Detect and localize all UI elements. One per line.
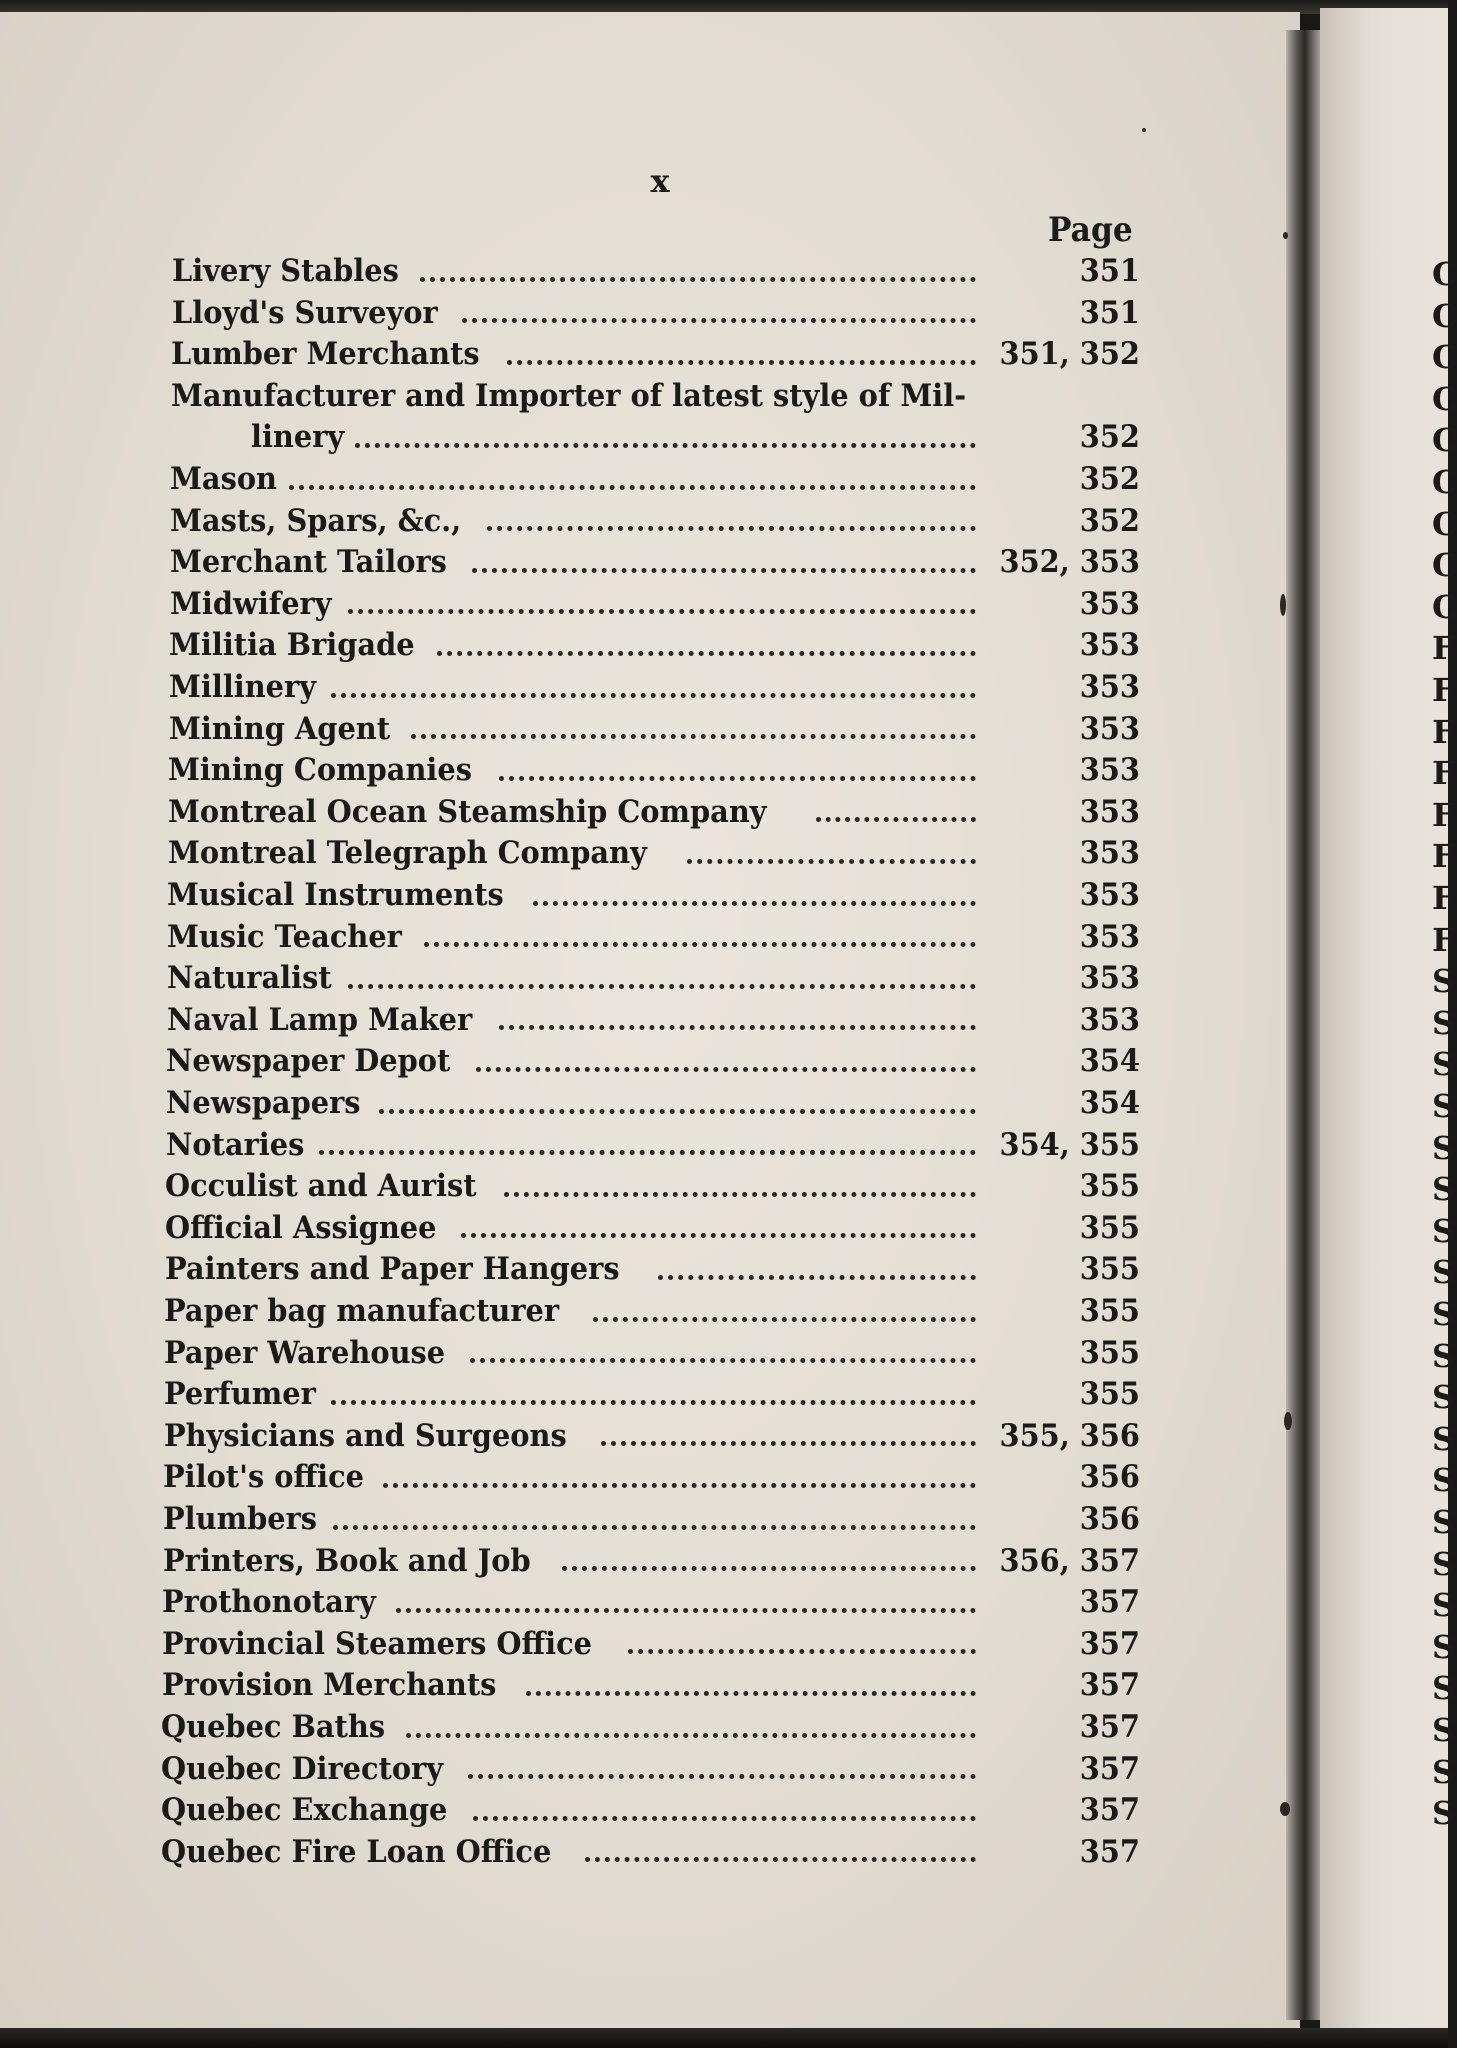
- index-entry: [165, 1248, 1140, 1290]
- facing-page-letter: C: [1432, 587, 1457, 626]
- facing-page-letter: C: [1432, 504, 1457, 543]
- entry-page-number: 355, 356: [999, 1417, 1140, 1454]
- index-entry: [167, 874, 1140, 916]
- facing-page-letter: S: [1432, 1752, 1456, 1791]
- entry-page-number: 354, 355: [999, 1126, 1140, 1163]
- entry-name: Painters and Paper Hangers: [165, 1251, 620, 1288]
- index-entry: [171, 333, 1140, 375]
- entry-page-number: 355: [1079, 1293, 1140, 1329]
- entry-page-number: 351: [1079, 294, 1140, 331]
- facing-page-letter: C: [1432, 379, 1457, 418]
- entry-page-number: 357: [1079, 1584, 1140, 1621]
- entry-page-number: 353: [1079, 877, 1140, 913]
- dot-leader: [526, 1691, 976, 1696]
- entry-name: Paper Warehouse: [164, 1334, 446, 1371]
- index-entry: [170, 458, 1140, 500]
- index-entry: [161, 1831, 1140, 1873]
- entry-name: Quebec Directory: [161, 1750, 444, 1787]
- dot-leader: [487, 526, 976, 531]
- scan-bottom-edge: [0, 2028, 1448, 2048]
- entry-name: Montreal Telegraph Company: [168, 835, 647, 872]
- entry-name: Livery Stables: [172, 253, 399, 289]
- dot-leader: [437, 651, 976, 656]
- dot-leader: [504, 1192, 976, 1197]
- facing-page-letter: F: [1432, 671, 1455, 709]
- facing-page-letter: S: [1432, 1627, 1456, 1666]
- facing-page-letter: F: [1432, 920, 1455, 959]
- dot-leader: [476, 1067, 976, 1072]
- facing-page-letter: C: [1432, 421, 1457, 460]
- facing-page-letter: S: [1432, 1669, 1456, 1708]
- facing-page-edge: [1320, 8, 1448, 2030]
- dot-leader: [331, 1400, 976, 1405]
- entry-name: Naturalist: [167, 960, 332, 997]
- entry-name: Plumbers: [163, 1501, 318, 1537]
- facing-page-letter: F: [1432, 754, 1455, 793]
- entry-name: Millinery: [169, 669, 316, 705]
- entry-name: Paper bag manufacturer: [164, 1293, 560, 1329]
- dot-leader: [533, 901, 976, 906]
- index-entry: [164, 1290, 1140, 1332]
- entry-name: Perfumer: [164, 1376, 316, 1413]
- facing-page-letter: S: [1432, 1711, 1456, 1749]
- index-entry: [163, 1456, 1140, 1498]
- index-entry: [161, 1789, 1140, 1831]
- facing-page-letter: S: [1432, 1378, 1456, 1417]
- dot-leader: [355, 443, 976, 448]
- facing-page-letter: S: [1432, 1170, 1456, 1209]
- entry-name: Provincial Steamers Office: [162, 1625, 593, 1662]
- entry-name: Militia Brigade: [169, 627, 415, 664]
- entry-page-number: 353: [1079, 793, 1140, 830]
- index-entry: [168, 749, 1140, 791]
- index-entry: [161, 1748, 1140, 1790]
- entry-page-number: 357: [1079, 1833, 1140, 1870]
- entry-page-number: 353: [1079, 710, 1140, 747]
- ink-speck: [1142, 128, 1146, 132]
- entry-name: Mason: [170, 461, 278, 497]
- dot-leader: [562, 1566, 976, 1571]
- dot-leader: [658, 1275, 976, 1280]
- dot-leader: [601, 1441, 976, 1446]
- ink-speck: [1284, 1412, 1292, 1430]
- index-entry: [162, 1581, 1140, 1623]
- index-entry: [168, 791, 1140, 833]
- facing-page-letter: C: [1432, 463, 1457, 501]
- entry-name: Lumber Merchants: [171, 336, 480, 373]
- index-entry: [170, 541, 1140, 583]
- index-entry: [162, 1623, 1140, 1665]
- entry-name: Occulist and Aurist: [165, 1168, 477, 1205]
- index-entry: [162, 1664, 1140, 1706]
- page-column-header: Page: [1048, 210, 1133, 250]
- entry-page-number: 354: [1079, 1085, 1140, 1121]
- entry-page-number: 353: [1079, 1001, 1140, 1038]
- page-number: x: [650, 162, 670, 200]
- entry-page-number: 352, 353: [999, 544, 1140, 581]
- index-entry: [169, 666, 1140, 708]
- index-entry: [167, 999, 1140, 1041]
- index-entry: [170, 500, 1140, 542]
- dot-leader: [379, 1109, 976, 1114]
- index-entry: [163, 1540, 1140, 1582]
- dot-leader: [461, 1233, 976, 1238]
- dot-leader: [331, 693, 976, 698]
- dot-leader: [585, 1857, 976, 1862]
- index-entry: [164, 1332, 1140, 1374]
- index-entry: [166, 1040, 1140, 1082]
- entry-page-number: 355: [1079, 1376, 1140, 1413]
- entry-name: Printers, Book and Job: [163, 1542, 531, 1579]
- facing-page-letter: S: [1432, 1128, 1456, 1167]
- book-gutter: [1286, 30, 1320, 2020]
- entry-page-number: 355: [1079, 1168, 1140, 1205]
- entry-page-number: 357: [1079, 1667, 1140, 1704]
- entry-name: Prothonotary: [162, 1584, 376, 1621]
- dot-leader: [473, 1816, 976, 1821]
- entry-page-number: 353: [1079, 669, 1140, 705]
- dot-leader: [499, 1025, 976, 1030]
- index-entry: [171, 375, 1140, 417]
- dot-leader: [462, 318, 976, 323]
- index-entry: [166, 1082, 1140, 1124]
- entry-page-number: 357: [1079, 1792, 1140, 1829]
- entry-page-number: 352: [1079, 461, 1140, 497]
- facing-page-letter: C: [1432, 296, 1457, 335]
- entry-name: Physicians and Surgeons: [164, 1417, 567, 1454]
- entry-page-number: 355: [1079, 1334, 1140, 1371]
- index-entry: [168, 832, 1140, 874]
- entry-page-number: 351, 352: [999, 336, 1140, 373]
- entry-name: Midwifery: [170, 585, 332, 622]
- dot-leader: [593, 1317, 976, 1322]
- entry-name: Newspapers: [166, 1085, 361, 1121]
- index-entry: [172, 292, 1140, 334]
- dot-leader: [289, 485, 976, 490]
- ink-speck: [1280, 1802, 1290, 1816]
- dot-leader: [383, 1483, 976, 1488]
- dot-leader: [468, 1774, 976, 1779]
- entry-name: Quebec Fire Loan Office: [161, 1833, 552, 1870]
- facing-page-letter: F: [1432, 795, 1455, 834]
- facing-page-letter: F: [1432, 879, 1455, 917]
- index-entry: [164, 1373, 1140, 1415]
- ink-speck: [1283, 232, 1288, 239]
- facing-page-letter: S: [1432, 1544, 1456, 1583]
- dot-leader: [396, 1608, 976, 1613]
- entry-page-number: 355: [1079, 1251, 1140, 1288]
- entry-page-number: 353: [1079, 752, 1140, 789]
- entry-page-number: 351: [1079, 253, 1140, 289]
- entry-name: Mining Agent: [169, 710, 391, 747]
- dot-leader: [816, 817, 976, 822]
- entry-name: Merchant Tailors: [170, 544, 447, 581]
- facing-page-letter: F: [1432, 712, 1455, 751]
- entry-page-number: 357: [1079, 1709, 1140, 1745]
- index-entry: [170, 583, 1140, 625]
- index-entry: [167, 916, 1140, 958]
- dot-leader: [348, 984, 976, 989]
- entry-name: Naval Lamp Maker: [167, 1001, 473, 1038]
- entry-name: Official Assignee: [165, 1209, 437, 1246]
- entry-page-number: 357: [1079, 1750, 1140, 1787]
- facing-page-letter: F: [1432, 837, 1455, 876]
- facing-page-letter: C: [1432, 546, 1457, 585]
- index-entry: [169, 708, 1140, 750]
- entry-page-number: 353: [1079, 627, 1140, 664]
- entry-page-number: 354: [1079, 1043, 1140, 1080]
- entry-name: Quebec Baths: [161, 1709, 386, 1745]
- facing-page-letter: S: [1432, 1586, 1456, 1625]
- facing-page-letter: S: [1432, 1461, 1456, 1500]
- dot-leader: [470, 1358, 976, 1363]
- facing-page-letter: S: [1432, 1087, 1456, 1125]
- facing-page-letter: C: [1432, 255, 1457, 293]
- dot-leader: [472, 568, 976, 573]
- entry-name: Pilot's office: [163, 1459, 364, 1496]
- ink-speck: [1280, 594, 1286, 616]
- entry-name: Masts, Spars, &c.,: [170, 502, 462, 539]
- entry-page-number: 353: [1079, 960, 1140, 997]
- entry-name: Notaries: [166, 1126, 305, 1163]
- entry-name: Newspaper Depot: [166, 1043, 451, 1080]
- entry-page-number: 356: [1079, 1459, 1140, 1496]
- facing-page-letter: F: [1432, 629, 1455, 668]
- index-entry: [165, 1207, 1140, 1249]
- dot-leader: [420, 277, 976, 282]
- dot-leader: [319, 1150, 976, 1155]
- entry-page-number: 356, 357: [999, 1542, 1140, 1579]
- facing-page-letter: S: [1432, 1211, 1456, 1250]
- entry-name: Musical Instruments: [167, 877, 504, 913]
- facing-page-letter: S: [1432, 1045, 1456, 1084]
- dot-leader: [499, 776, 976, 781]
- index-entry: [165, 1165, 1140, 1207]
- entry-name: Manufacturer and Importer of latest style of Mil-: [171, 377, 967, 414]
- dot-leader: [411, 734, 976, 739]
- entry-page-number: 352: [1079, 502, 1140, 539]
- facing-page-letter: C: [1432, 338, 1457, 377]
- facing-page-letter: S: [1432, 1336, 1456, 1375]
- dot-leader: [333, 1525, 976, 1530]
- dot-leader: [628, 1649, 976, 1654]
- entry-name: Lloyd's Surveyor: [172, 294, 438, 331]
- entry-name: Montreal Ocean Steamship Company: [168, 793, 767, 830]
- entry-page-number: 355: [1079, 1209, 1140, 1246]
- index-entry: [166, 1124, 1140, 1166]
- dot-leader: [687, 859, 976, 864]
- entry-name: Provision Merchants: [162, 1667, 497, 1704]
- index-entry: [161, 1706, 1140, 1748]
- facing-page-letter: S: [1432, 1003, 1456, 1042]
- facing-page-letter: S: [1432, 1503, 1456, 1541]
- entry-page-number: 353: [1079, 835, 1140, 872]
- entry-name: Music Teacher: [167, 918, 402, 955]
- entry-page-number: 357: [1079, 1625, 1140, 1662]
- dot-leader: [348, 609, 976, 614]
- index-entry: [172, 250, 1140, 292]
- entry-page-number: 353: [1079, 585, 1140, 622]
- dot-leader: [507, 360, 976, 365]
- entry-name: Mining Companies: [168, 752, 472, 789]
- index-entry: [167, 957, 1140, 999]
- dot-leader: [406, 1733, 976, 1738]
- facing-page-letter: S: [1432, 1419, 1456, 1458]
- facing-page-letter: S: [1432, 1253, 1456, 1292]
- index-entry: [169, 624, 1140, 666]
- facing-page-letter: S: [1432, 1295, 1456, 1333]
- index-entry: [164, 1415, 1140, 1457]
- entry-page-number: 352: [1079, 419, 1140, 456]
- entry-name: linery: [251, 419, 345, 456]
- entry-page-number: 356: [1079, 1501, 1140, 1537]
- dot-leader: [424, 942, 976, 947]
- entry-page-number: 353: [1079, 918, 1140, 955]
- entry-name: Quebec Exchange: [161, 1792, 448, 1829]
- facing-page-letter: S: [1432, 962, 1456, 1001]
- facing-page-letter: S: [1432, 1794, 1456, 1833]
- index-entry: [163, 1498, 1140, 1540]
- index-entry: [251, 416, 1140, 458]
